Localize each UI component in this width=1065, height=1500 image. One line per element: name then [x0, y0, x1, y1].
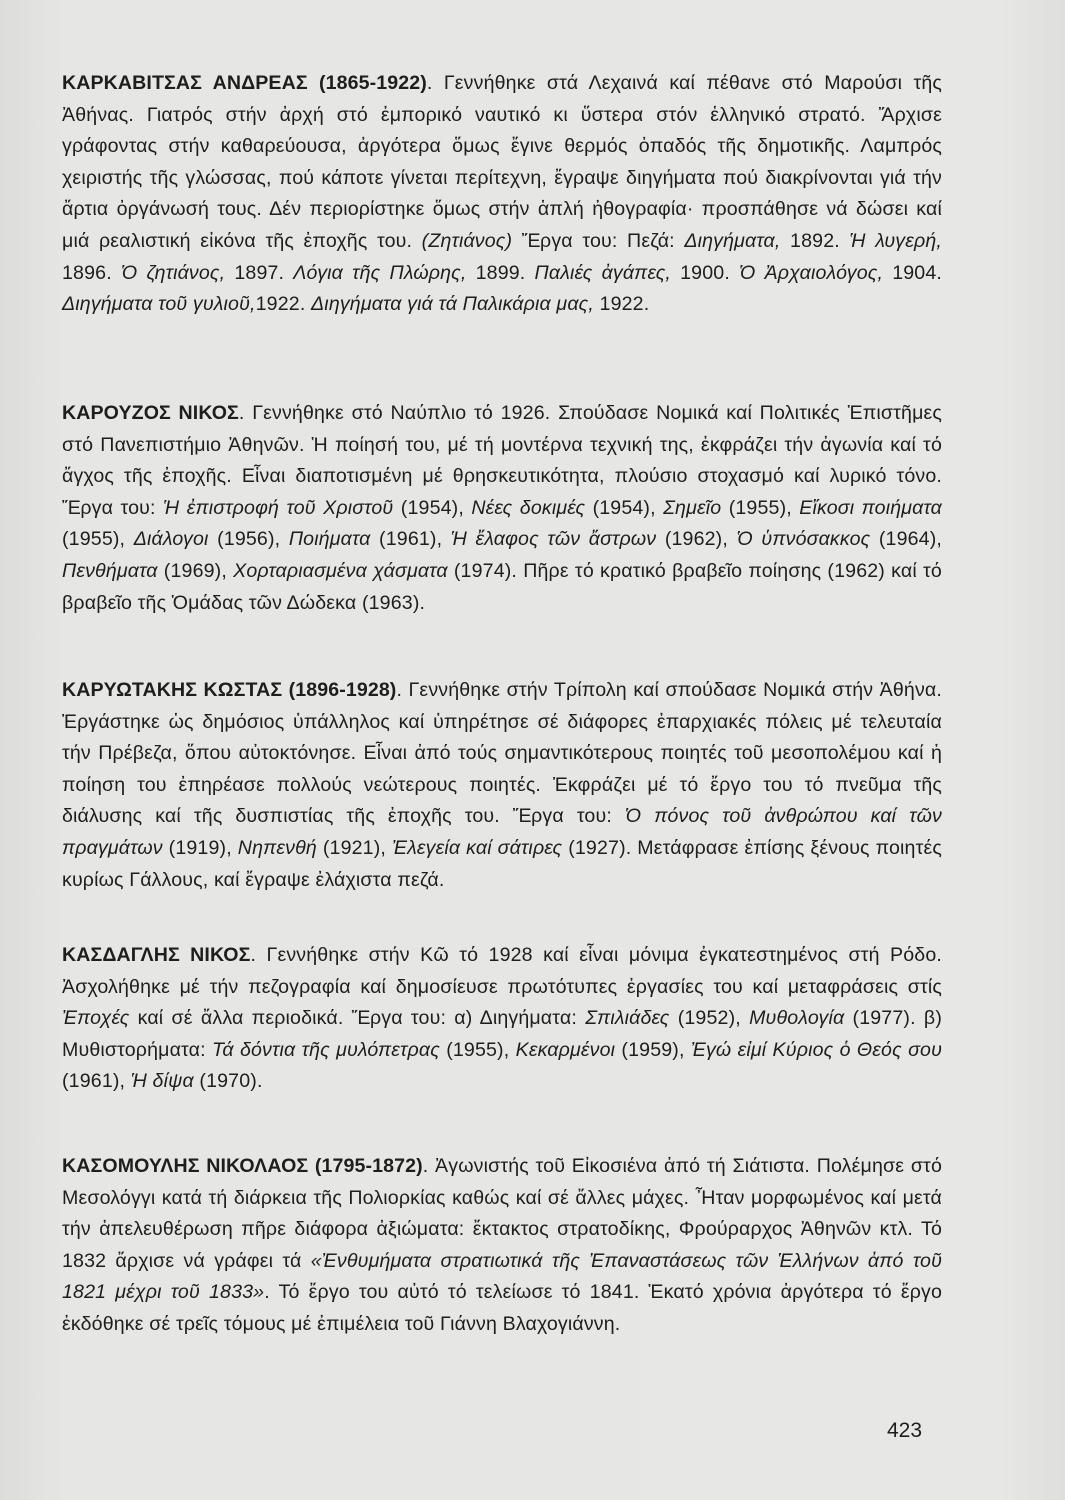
page-number: 423	[887, 1419, 923, 1442]
entry-text: . Γεννήθηκε στά Λεχαινά καί πέθανε στό Μαρούσι τῆς Ἀθήνας. Γιατρός στήν ἀρχή στό ἐμπορικό ναυτικό κι ὕστερα στόν ἑλληνικό στρατό. Ἄρχισε γράφοντας στήν καθαρεύουσα, ἀργότερα ὅμως ἔγινε θερμός ὀπαδός τῆς δημοτικῆς. Λαμπρός χειριστής τῆς γλώσσας, πού κάποτε γίνεται περίτεχνη, ἔγραψε διηγήματα πού διακρίνονται γιά τήν ἄρτια ὀργάνωσή τους. Δέν περιορίστηκε ὅμως στήν ἁπλή ἠθογραφία· προσπάθησε νά δώσει καί μιά ρεαλιστική εἰκόνα τῆς ἐποχῆς του.	[62, 72, 942, 252]
work-title: Παλιές ἀγάπες,	[534, 261, 671, 284]
work-title: «Ἐνθυμήματα στρατιωτικά τῆς Ἐπαναστάσεως τῶν Ἑλλήνων ἀπό τοῦ 1821 μέχρι τοῦ 1833»	[62, 1249, 942, 1304]
entry-text: 1899.	[466, 261, 535, 284]
entry-heading: ΚΑΡΥΩΤΑΚΗΣ ΚΩΣΤΑΣ (1896-1928)	[62, 679, 397, 701]
work-title: Πενθήματα	[62, 559, 158, 582]
entry-heading: ΚΑΣΟΜΟΥΛΗΣ ΝΙΚΟΛΑΟΣ (1795-1872)	[62, 1155, 423, 1177]
entry-kasomoulis	[62, 1151, 942, 1341]
entry-text: . Γεννήθηκε στήν Κῶ τό 1928 καί εἶναι μόνιμα ἐγκατεστημένος στή Ρόδο. Ἀσχολήθηκε μέ τήν πεζογραφία καί δημοσίευσε πρωτότυπες ἐργασίες του καί μεταφράσεις στίς	[62, 944, 943, 998]
work-title: Ὁ Ἀρχαιολόγος,	[739, 261, 884, 284]
entry-text: (1962),	[656, 528, 737, 551]
entry-text: καί σέ ἄλλα περιοδικά. Ἔργα του: α) Διηγήματα:	[129, 1007, 586, 1030]
work-title: Ἐποχές	[62, 1007, 130, 1030]
entry-text: (1927). Μετάφρασε ἐπίσης ξένους ποιητές κυρίως Γάλλους, καί ἔγραψε ἐλάχιστα πεζά.	[62, 836, 942, 891]
work-title: Ἡ δίψα	[130, 1070, 194, 1093]
work-title: Μυθολογία	[749, 1007, 845, 1030]
entry-text: . Γεννήθηκε στήν Τρίπολη καί σπούδασε Νομικά στήν Ἀθήνα. Ἐργάστηκε ὡς δημόσιος ὑπάλληλος καί ὑπηρέτησε σέ διάφορες ἐπαρχιακές πόλεις μέ τελευταία τήν Πρέβεζα, ὅπου αὐτοκτόνησε. Εἶναι ἀπό τούς σημαντικότερους ποιητές τοῦ μεσοπολέμου καί ἡ ποίηση του ἐπηρέασε πολλούς νεώτερους ποιητές. Ἐκφράζει μέ τό ἔργο του τό πνεῦμα τῆς διάλυσης καί τῆς δυσπιστίας τῆς ἐποχῆς του. Ἔργα του:	[62, 679, 942, 828]
entry-text: 1904.	[883, 261, 942, 284]
work-title: Ἡ λυγερή,	[849, 229, 942, 252]
work-title: Εἴκοσι ποιήματα	[799, 496, 942, 519]
entry-text: 1897.	[225, 261, 294, 284]
entry-text: (1961),	[62, 1070, 131, 1093]
entry-text: (1955),	[62, 528, 134, 551]
entry-text: (1954),	[585, 496, 664, 519]
work-title: Ποιήματα	[288, 528, 371, 551]
entry-text: (1959),	[615, 1038, 691, 1061]
entry-text: 1896.	[62, 261, 121, 284]
work-title: Ἐγώ εἰμί Κύριος ὁ Θεός σου	[690, 1038, 942, 1061]
entry-text: . Τό ἔργο του αὐτό τό τελείωσε τό 1841. Ἑκατό χρόνια ἀργότερα τό ἔργο ἐκδόθηκε σέ τρεῖς τόμους μέ ἐπιμέλεια τοῦ Γιάννη Βλαχογιάννη.	[62, 1281, 942, 1335]
entry-text: (1970).	[193, 1070, 263, 1093]
entry-karkavitsas	[62, 68, 942, 321]
work-title: Διάλογοι	[133, 528, 209, 551]
entry-text: (1977). β) Μυθιστορήματα:	[62, 1007, 942, 1061]
entry-text: (1974). Πῆρε τό κρατικό βραβεῖο ποίησης (1962) καί τό βραβεῖο τῆς Ὁμάδας τῶν Δώδεκα (1963).	[62, 559, 942, 614]
work-title: Λόγια τῆς Πλώρης,	[293, 261, 467, 284]
entry-text: 1922.	[593, 293, 650, 316]
work-title: Κεκαρμένοι	[515, 1038, 616, 1061]
work-title: Ἡ ἐπιστροφή τοῦ Χριστοῦ	[163, 496, 394, 519]
entry-text: . Ἀγωνιστής τοῦ Εἰκοσιένα ἀπό τή Σιάτιστα. Πολέμησε στό Μεσολόγγι κατά τή διάρκεια τῆς Πολιορκίας καθώς καί σέ ἄλλες μάχες. Ἦταν μορφωμένος καί μετά τήν ἀπελευθέρωση πῆρε διάφορα ἀξιώματα: ἔκτακτος στρατοδίκης, Φρούραρχος Ἀθηνῶν κτλ. Τό 1832 ἄρχισε νά γράφει τά	[62, 1155, 942, 1272]
entry-karyotakis	[62, 675, 942, 896]
entry-text: Ἔργα του: Πεζά:	[512, 229, 685, 252]
entry-text: 1900.	[670, 261, 740, 284]
entry-karouzos	[62, 398, 942, 619]
work-title: Ἡ ἔλαφος τῶν ἄστρων	[450, 528, 657, 551]
entry-text: (1954),	[393, 496, 472, 519]
work-title: Διηγήματα γιά τά Παλικάρια μας,	[311, 293, 594, 316]
work-title: Ὁ πόνος τοῦ ἀνθρώπου καί τῶν πραγμάτων	[62, 805, 942, 859]
entry-text: (1919),	[162, 836, 238, 859]
work-title: Ἐλεγεία καί σάτιρες	[391, 836, 563, 859]
entry-heading: ΚΑΡΚΑΒΙΤΣΑΣ ΑΝΔΡΕΑΣ (1865-1922)	[62, 72, 427, 94]
work-title: Διηγήματα,	[684, 229, 781, 252]
work-title: Τά δόντια τῆς μυλόπετρας	[212, 1038, 440, 1061]
work-title: Χορταριασμένα χάσματα	[233, 559, 448, 582]
work-title: Ὁ ὑπνόσακκος	[736, 528, 871, 551]
entry-text: (1956),	[208, 528, 289, 551]
entry-text: (1961),	[370, 528, 451, 551]
entry-text: (1964),	[870, 528, 942, 551]
entry-text: (1952),	[669, 1007, 750, 1030]
work-title: (Ζητιάνος)	[421, 229, 513, 252]
entry-text: (1921),	[316, 836, 392, 859]
work-title: Νέες δοκιμές	[471, 496, 586, 519]
entry-text: (1955),	[439, 1038, 516, 1061]
entry-kasdaglis	[62, 940, 942, 1098]
entry-text: (1969),	[157, 559, 234, 582]
entry-heading: ΚΑΣΔΑΓΛΗΣ ΝΙΚΟΣ	[62, 944, 251, 966]
entry-heading: ΚΑΡΟΥΖΟΣ ΝΙΚΟΣ	[62, 402, 239, 424]
work-title: Διηγήματα τοῦ γυλιοῦ,	[62, 293, 256, 316]
work-title: Σπιλιάδες	[585, 1007, 670, 1030]
entry-text: . Γεννήθηκε στό Ναύπλιο τό 1926. Σπούδασε Νομικά καί Πολιτικές Ἐπιστῆμες στό Πανεπιστήμιο Ἀθηνῶν. Ἡ ποίησή του, μέ τή μοντέρνα τεχνική της, ἐκφράζει τήν ἀγωνία καί τό ἄγχος τῆς ἐποχῆς. Εἶναι διαποτισμένη μέ θρησκευτικότητα, πλούσιο στοχασμό καί λυρικό τόνο. Ἔργα του:	[62, 402, 942, 519]
entry-text: (1955),	[721, 496, 800, 519]
entry-text: 1892.	[780, 229, 850, 252]
work-title: Σημεῖο	[663, 496, 722, 519]
entry-text: 1922.	[255, 293, 312, 316]
work-title: Ὁ ζητιάνος,	[120, 261, 226, 284]
work-title: Νηπενθή	[237, 836, 317, 859]
